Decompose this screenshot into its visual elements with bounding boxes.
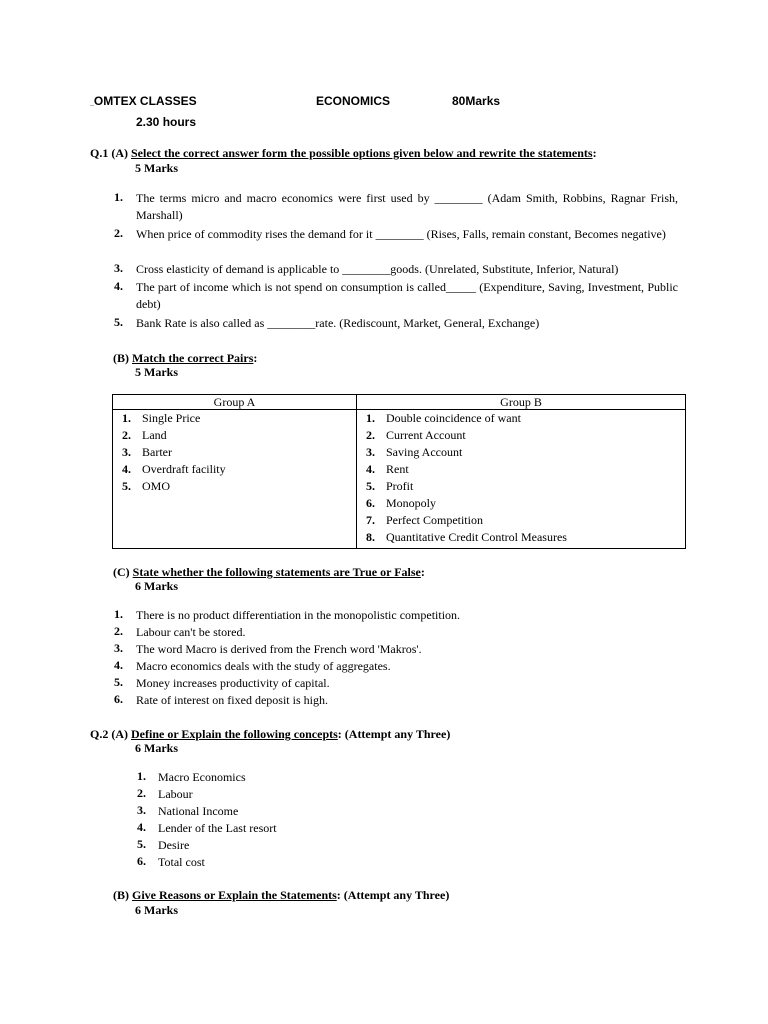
pair-row <box>357 444 685 461</box>
pair-row <box>113 478 356 495</box>
pair-row <box>357 495 685 512</box>
q2a-label: Q.2 (A) <box>90 727 128 741</box>
pair-number: 6. <box>366 496 375 510</box>
pair-row <box>357 478 685 495</box>
pair-number: 3. <box>122 445 131 459</box>
list-item-number: 3. <box>114 261 123 275</box>
pair-text: Quantitative Credit Control Measures <box>386 530 567 544</box>
pair-text: Saving Account <box>386 445 463 459</box>
q1c-title: State whether the following statements are True or False <box>132 565 421 579</box>
list-item-number: 5. <box>114 315 123 329</box>
list-item-text: Macro Economics <box>158 770 246 784</box>
pair-text: Monopoly <box>386 496 437 510</box>
q2b-heading <box>113 888 449 903</box>
pair-row <box>113 410 356 427</box>
list-item-text: The terms micro and macro economics were first used by ________ (Adam Smith, Robbins, Ragnar Frish, Marshall) <box>136 191 678 222</box>
pair-row <box>357 410 685 427</box>
list-item-number: 6. <box>114 692 123 706</box>
list-item-number: 4. <box>114 658 123 672</box>
q2a-suffix: : (Attempt any Three) <box>337 727 451 741</box>
list-item-text: National Income <box>158 804 239 818</box>
pair-row <box>357 529 685 546</box>
pair-number: 4. <box>122 462 131 476</box>
pair-row <box>113 427 356 444</box>
pair-row <box>357 427 685 444</box>
list-item-number: 6. <box>137 854 146 868</box>
list-item-text: Money increases productivity of capital. <box>136 676 330 690</box>
school-name: _OMTEX CLASSES <box>90 94 197 108</box>
pair-number: 8. <box>366 530 375 544</box>
q1c-heading: (C) State whether the following statements are True or False: <box>113 565 425 579</box>
q1a-label: Q.1 (A) <box>90 146 128 160</box>
total-marks: 80Marks <box>452 94 501 108</box>
subject-title: ECONOMICS <box>316 94 391 108</box>
pair-number: 1. <box>122 411 131 425</box>
list-item-number: 3. <box>114 641 123 655</box>
q1b-marks: 5 Marks <box>135 365 178 379</box>
q1c-marks: 6 Marks <box>135 579 178 593</box>
pair-row <box>357 461 685 478</box>
list-item-text: Lender of the Last resort <box>158 821 277 835</box>
q2b-suffix: : (Attempt any Three) <box>336 888 450 902</box>
pair-text: OMO <box>142 479 171 493</box>
match-pairs-table <box>112 394 686 549</box>
list-item-text: Bank Rate is also called as ________rate. (Rediscount, Market, General, Exchange) <box>136 316 540 330</box>
list-item-number: 1. <box>114 607 123 621</box>
q1b-label: (B) <box>113 351 129 365</box>
pair-number: 5. <box>366 479 375 493</box>
q2b-title: Give Reasons or Explain the Statements <box>132 888 337 902</box>
pair-row <box>113 461 356 478</box>
list-item-number: 5. <box>114 675 123 689</box>
list-item-text: The part of income which is not spend on consumption is called_____ (Expenditure, Saving, Investment, Public debt) <box>136 280 678 311</box>
list-item-number: 4. <box>137 820 146 834</box>
pair-text: Profit <box>386 479 414 493</box>
q1b-heading: (B) Match the correct Pairs: <box>113 351 258 365</box>
list-item-text: The word Macro is derived from the French word 'Makros'. <box>136 642 422 656</box>
list-item-text: Cross elasticity of demand is applicable to ________goods. (Unrelated, Substitute, Inferior, Natural) <box>136 262 619 276</box>
pair-text: Barter <box>142 445 172 459</box>
list-item-text: There is no product differentiation in the monopolistic competition. <box>136 608 461 622</box>
list-item-text: Labour can't be stored. <box>136 625 246 639</box>
list-item-number: 1. <box>137 769 146 783</box>
q2b-label: (B) <box>113 888 129 902</box>
pair-number: 5. <box>122 479 131 493</box>
q1a-title: Select the correct answer form the possible options given below and rewrite the statements <box>131 146 593 160</box>
pair-text: Land <box>142 428 167 442</box>
list-item-number: 1. <box>114 190 123 204</box>
list-item-number: 5. <box>137 837 146 851</box>
pair-number: 3. <box>366 445 375 459</box>
pair-number: 7. <box>366 513 375 527</box>
pair-number: 2. <box>366 428 375 442</box>
q1c-label: (C) <box>113 565 130 579</box>
list-item-text: Total cost <box>158 855 205 869</box>
pair-row <box>113 444 356 461</box>
group-b-column <box>357 410 686 549</box>
list-item-text: When price of commodity rises the demand for it ________ (Rises, Falls, remain constant, Becomes negative) <box>136 227 666 241</box>
list-item-text: Labour <box>158 787 193 801</box>
list-item-number: 2. <box>137 786 146 800</box>
pair-row <box>357 512 685 529</box>
list-item-text: Rate of interest on fixed deposit is high. <box>136 693 328 707</box>
pair-text: Double coincidence of want <box>386 411 521 425</box>
pair-text: Current Account <box>386 428 466 442</box>
q1a-heading: Q.1 (A) Select the correct answer form the possible options given below and rewrite the statements: <box>90 146 597 160</box>
pair-text: Overdraft facility <box>142 462 226 476</box>
q2a-title: Define or Explain the following concepts <box>131 727 338 741</box>
q1a-marks: 5 Marks <box>135 161 178 175</box>
q2b-marks: 6 Marks <box>135 903 178 917</box>
pair-text: Single Price <box>142 411 201 425</box>
group-b-header: Group B <box>357 395 686 410</box>
pair-text: Perfect Competition <box>386 513 483 527</box>
pair-number: 2. <box>122 428 131 442</box>
pair-number: 1. <box>366 411 375 425</box>
list-item-text: Macro economics deals with the study of aggregates. <box>136 659 391 673</box>
list-item-number: 3. <box>137 803 146 817</box>
group-a-header: Group A <box>113 395 357 410</box>
list-item-number: 4. <box>114 279 123 293</box>
group-a-column <box>113 410 357 549</box>
duration: 2.30 hours <box>136 115 197 129</box>
q2a-marks: 6 Marks <box>135 741 178 755</box>
list-item-number: 2. <box>114 226 123 240</box>
q2a-heading <box>90 727 450 742</box>
pair-number: 4. <box>366 462 375 476</box>
list-item-number: 2. <box>114 624 123 638</box>
list-item-text: Desire <box>158 838 190 852</box>
pair-text: Rent <box>386 462 409 476</box>
q1b-title: Match the correct Pairs <box>132 351 254 365</box>
